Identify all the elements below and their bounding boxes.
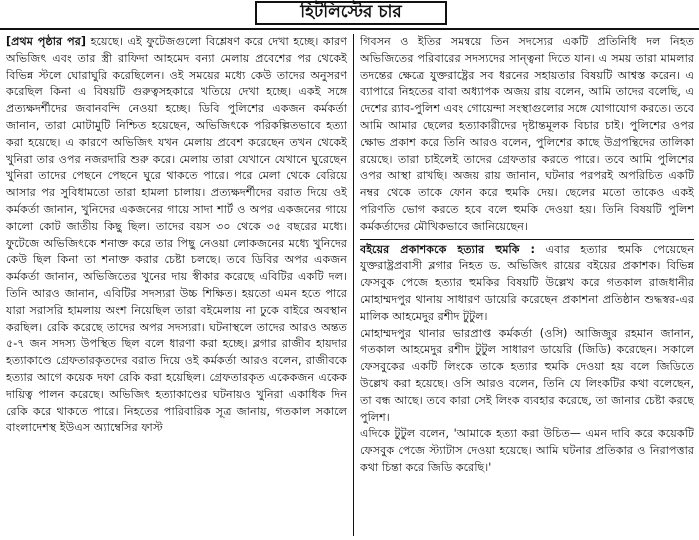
- continued-from-front-page-label: [প্রথম পৃষ্ঠার পর]: [6, 35, 87, 48]
- right-column-paragraph-2: এবার হত্যার হুমকি পেয়েছেন যুক্তরাষ্ট্রপ্রবাসী ব্লগার নিহত ড. অভিজিৎ রায়ের বইয়ের প্রকাশক। বিভিন্ন ফেসবুক পেজে হত্যার হুমকির বিষয়টি উল্লেখ করে গতকাল রাজধানীর মোহাম্মদপুর থানায় সাধারণ ডায়েরি করেছেন প্রকাশনা প্রতিষ্ঠান শুদ্ধস্বর-এর মালিক আহমেদুর রশীদ টুটুল।: [360, 242, 694, 323]
- left-column: [6, 34, 347, 536]
- column-divider: [353, 34, 354, 536]
- headline-band: [0, 0, 699, 30]
- right-column-paragraph-1: গিবসন ও ইতির সমন্বয়ে তিন সদস্যের একটি প্রতিনিধি দল নিহত অভিজিতের পরিবারের সদস্যদের সান্ত্বনা দিতে যান। এ সময় তারা মামলার তদন্তের ক্ষেত্রে যুক্তরাষ্ট্রের সব ধরনের সহায়তার বিষয়টি আশ্বস্ত করেন। এ ব্যাপারে নিহতের বাবা অধ্যাপক অজয় রায় বলেন, আমি তাদের বলেছি, এ দেশের র‍্যাব-পুলিশ এবং গোয়েন্দা সংস্থাগুলোর সঙ্গে যোগাযোগ করতে। তবে আমি আমার ছেলের হত্যাকারীদের দৃষ্টান্তমূলক বিচার চাই। পুলিশের ওপর ক্ষোভ প্রকাশ করে তিনি আরও বলেন, পুলিশের কাছে উগ্রপন্থিদের তালিকা রয়েছে। তারা চাইলেই তাদের গ্রেফতার করতে পারে। তবে আমি পুলিশের ওপর আস্থা রাখছি। অজয় রায় জানান, ঘটনার পরপরই অপরিচিত একটি নম্বর থেকে তাকে ফোন করে হুমকি দেয়। ছেলের মতো তাকেও একই পরিণতি ভোগ করতে হবে বলে হুমকি দেওয়া হয়। তিনি বিষয়টি পুলিশ কর্মকর্তাদের মৌখিকভাবে জানিয়েছেন।: [360, 35, 694, 233]
- right-column: [360, 34, 694, 536]
- left-article-text: [6, 34, 347, 437]
- section-rule: [360, 239, 694, 240]
- right-column-paragraph-4: এদিকে টুটুল বলেন, 'আমাকে হত্যা করা উচিত— এমন দাবি করে কয়েকটি ফেসবুক পেজে স্ট্যাটাস দেওয়া হয়েছে। আমি ঘটনার প্রতিকার ও নিরাপত্তার কথা চিন্তা করে জিডি করেছি।': [360, 427, 694, 474]
- subsection-heading: বইয়ের প্রকাশককে হত্যার হুমকি :: [360, 242, 535, 256]
- right-column-paragraph-3: মোহাম্মদপুর থানার ভারপ্রাপ্ত কর্মকর্তা (ওসি) আজিজুর রহমান জানান, গতকাল আহমেদুর রশীদ টুটুল সাধারণ ডায়েরি (জিডি) করেছেন। সকালে ফেসবুকের একটি লিংকে তাকে হত্যার হুমকি দেওয়া হয় বলে জিডিতে উল্লেখ করা হয়েছে। ওসি আরও বলেন, তিনি যে লিংকটির কথা বলেছেন, তা বন্ধ আছে। তবে কারা সেই লিংক ব্যবহার করেছে, তা জানার চেষ্টা করছে পুলিশ।: [360, 326, 694, 424]
- subsection-paragraph: [360, 242, 694, 326]
- left-column-body: হয়েছে। এই ফুটেজগুলো বিশ্লেষণ করে দেখা হচ্ছে। কারণ অভিজিৎ এবং তার স্ত্রী রাফিদা আহমেদ বন্যা মেলায় প্রবেশের পর থেকেই বিভিন্ন স্টলে ঘোরাঘুরি করেছিলেন। ওই সময়ের মধ্যে কেউ তাদের অনুসরণ করেছিল কিনা এ বিষয়টি গুরুত্বসহকারে খতিয়ে দেখা হচ্ছে। একই সঙ্গে প্রত্যক্ষদর্শীদের জবানবন্দি নেওয়া হচ্ছে। ডিবি পুলিশের একজন কর্মকর্তা জানান, তারা মোটামুটি নিশ্চিত হয়েছেন, অভিজিৎকে পরিকল্পিতভাবে হত্যা করা হয়েছে। এ কারণে অভিজিৎ যখন মেলায় প্রবেশ করেছেন তখন থেকেই খুনিরা তার ওপর নজরদারি শুরু করে। মেলায় তারা যেখানে যেখানে ঘুরেছেন খুনিরা তাদের পেছনে পেছনে ঘুরে থাকতে পারে। পরে মেলা থেকে বেরিয়ে আসার পর সুবিধামতো তারা হামলা চালায়। প্রত্যক্ষদর্শীদের বরাত দিয়ে ওই কর্মকর্তা জানান, খুনিদের একজনের গায়ে সাদা শার্ট ও অপর একজনের গায়ে কালো কোট জাতীয় কিছু ছিল। তাদের বয়স ৩০ থেকে ৩৫ বছরের মধ্যে। ফুটেজে অভিজিৎকে শনাক্ত করে তার পিছু নেওয়া লোকজনের মধ্যে খুনিদের কেউ ছিল কিনা তা শনাক্ত করার চেষ্টা চলছে। তবে ডিবির অপর একজন কর্মকর্তা জানান, অভিজিতের খুনের দায় স্বীকার করেছে এবিটির একটি দল। তিনি আরও জানান, এবিটির সদস্যরা উচ্চ শিক্ষিত। হয়তো এমন হতে পারে যারা সরাসরি হামলায় অংশ নিয়েছিল তারা বইমেলায় না ঢুকে বাইরে অবস্থান করছিল। রেকি করেছে তাদের অপর সদস্যরা। ঘটনাস্থলে তাদের আরও অন্তত ৫-৭ জন সদস্য উপস্থিত ছিল বলে ধারণা করা হচ্ছে। ব্লগার রাজীব হায়দার হত্যাকাণ্ডে গ্রেফতারকৃতদের বরাত দিয়ে ওই কর্মকর্তা আরও বলেন, রাজীবকে হত্যার আগে কয়েক দফা রেকি করা হয়েছিল। গ্রেফতারকৃত একেকজন একেক দায়িত্ব পালন করেছে। অভিজিৎ হত্যাকাণ্ডের ঘটনায়ও খুনিরা একাধিক দিন রেকি করে থাকতে পারে। নিহতের পারিবারিক সূত্র জানায়, গতকাল সকালে বাংলাদেশস্থ ইউএস অ্যাম্বেসির ফাস্ট: [6, 35, 347, 435]
- headline: হিটলিস্টের চার: [255, 1, 447, 25]
